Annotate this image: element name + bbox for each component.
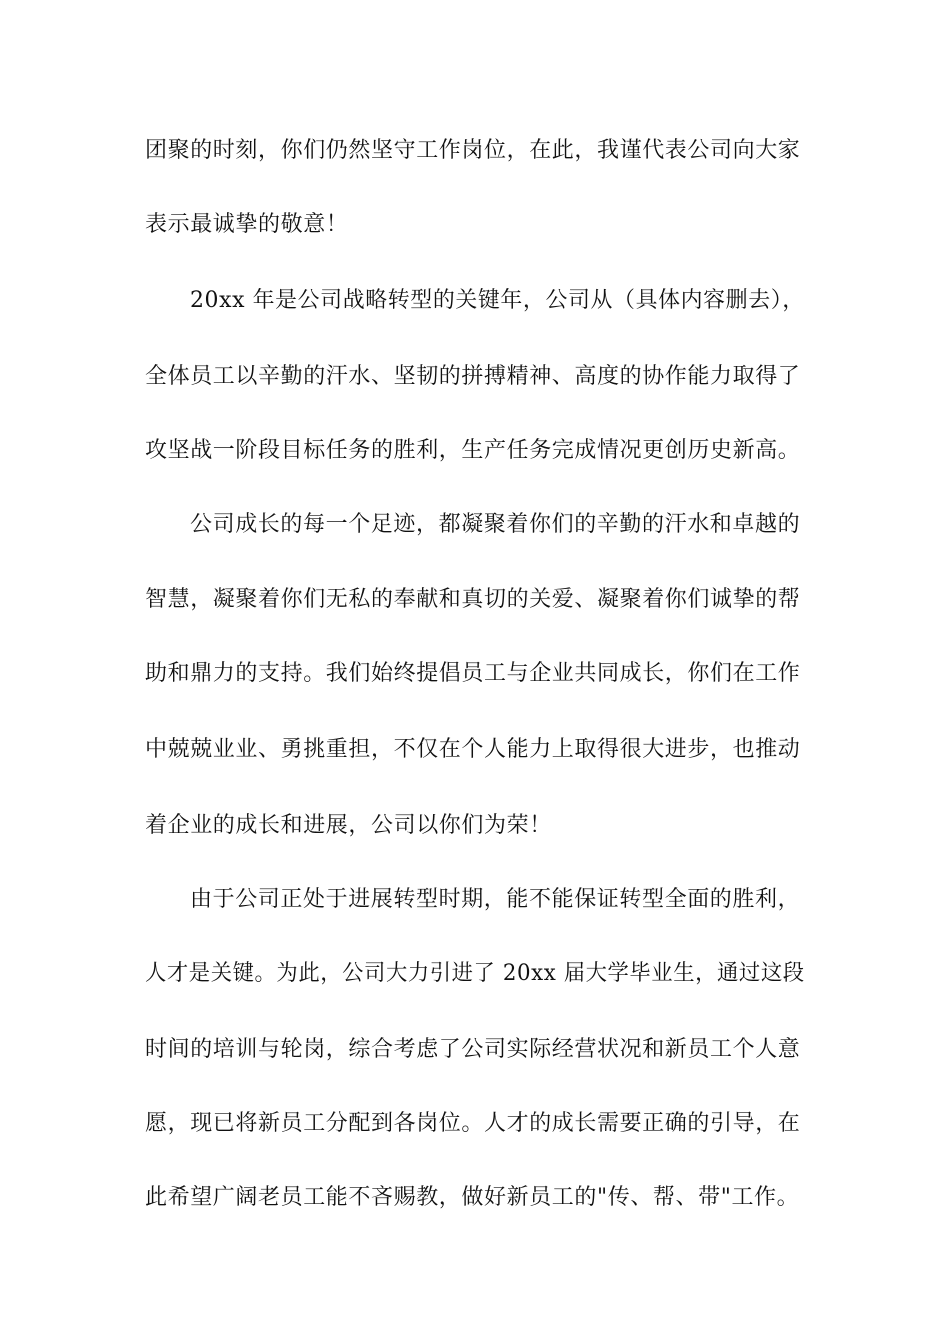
text-line: 愿，现已将新员工分配到各岗位。人才的成长需要正确的引导，在 bbox=[145, 1111, 801, 1136]
paragraph-first-line: 由于公司正处于进展转型时期，能不能保证转型全面的胜利， bbox=[190, 887, 801, 912]
text-line: 中兢兢业业、勇挑重担，不仅在个人能力上取得很大进步，也推动 bbox=[145, 737, 801, 762]
paragraph-first-line: 20xx 年是公司战略转型的关键年，公司从（具体内容删去）， bbox=[190, 288, 805, 313]
text-line: 全体员工以辛勤的汗水、坚韧的拼搏精神、高度的协作能力取得了 bbox=[145, 364, 801, 389]
text-line: 人才是关键。为此，公司大力引进了 20xx 届大学毕业生，通过这段 bbox=[145, 961, 805, 986]
text-line: 着企业的成长和进展，公司以你们为荣！ bbox=[145, 813, 552, 838]
text-line: 表示最诚挚的敬意！ bbox=[145, 212, 349, 237]
paragraph-first-line: 公司成长的每一个足迹，都凝聚着你们的辛勤的汗水和卓越的 bbox=[190, 512, 801, 537]
text-line: 时间的培训与轮岗，综合考虑了公司实际经营状况和新员工个人意 bbox=[145, 1037, 801, 1062]
text-line: 攻坚战一阶段目标任务的胜利，生产任务完成情况更创历史新高。 bbox=[145, 438, 801, 463]
text-line: 此希望广阔老员工能不吝赐教，做好新员工的"传、帮、带"工作。 bbox=[145, 1185, 800, 1210]
text-line: 助和鼎力的支持。我们始终提倡员工与企业共同成长，你们在工作 bbox=[145, 661, 801, 686]
text-line: 智慧，凝聚着你们无私的奉献和真切的关爱、凝聚着你们诚挚的帮 bbox=[145, 587, 801, 612]
text-line: 团聚的时刻，你们仍然坚守工作岗位，在此，我谨代表公司向大家 bbox=[145, 138, 801, 163]
